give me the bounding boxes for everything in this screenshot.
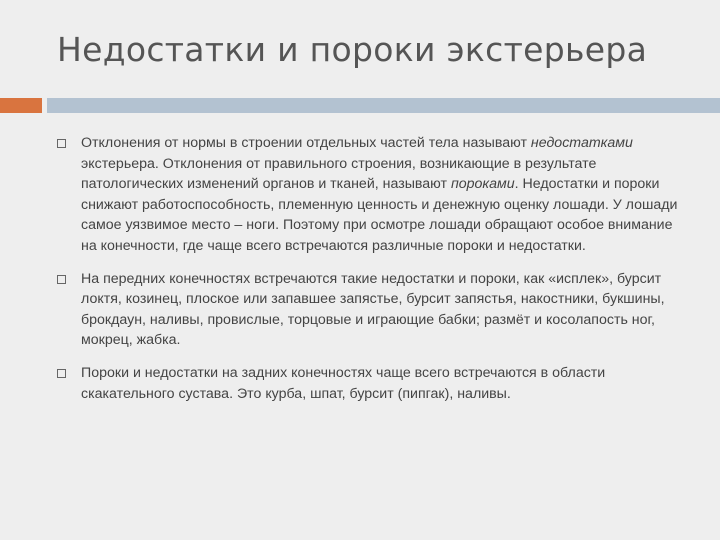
slide-title: Недостатки и пороки экстерьера xyxy=(57,30,648,69)
bullet-1-text-part-1: Отклонения от нормы в строении отдельных частей тела называют xyxy=(81,135,531,151)
square-bullet-icon xyxy=(57,275,66,284)
bullet-item-3 xyxy=(57,363,687,404)
title-divider-bar xyxy=(47,98,720,113)
bullet-item-1 xyxy=(57,133,687,257)
bullet-2-text: На передних конечностях встречаются такие недостатки и пороки, как «исплек», бурсит локтя, козинец, плоское или запавшее запястье, бурсит запястья, накостники, букшины, брокдаун, наливы, провислые, торцовые и играющие бабки; размёт и косолапость ног, мокрец, жабка. xyxy=(81,270,665,349)
title-accent-bar xyxy=(0,98,42,113)
bullet-1-text-part-2: экстерьера. Отклонения от правильного строения, возникающие в результате патологических изменений органов и тканей, называют xyxy=(81,155,597,193)
bullet-1-text-part-3: . Недостатки и пороки снижают работоспособность, племенную ценность и денежную оценку лошади. У лошади самое уязвимое место – ноги. Поэтому при осмотре лошади обращают особое внимание на конечности, где чаще всего встречаются различные пороки и недостатки. xyxy=(81,176,678,254)
bullet-3-text: Пороки и недостатки на задних конечностях чаще всего встречаются в области скакательного сустава. Это курба, шпат, бурсит (пипгак), наливы. xyxy=(81,364,606,402)
bullet-item-2 xyxy=(57,269,687,351)
bullet-list xyxy=(57,133,687,416)
square-bullet-icon xyxy=(57,139,66,148)
bullet-1-emphasis-poroki: пороками xyxy=(450,176,515,193)
bullet-1-emphasis-nedostatki: недостатками xyxy=(530,135,633,151)
square-bullet-icon xyxy=(57,369,66,378)
